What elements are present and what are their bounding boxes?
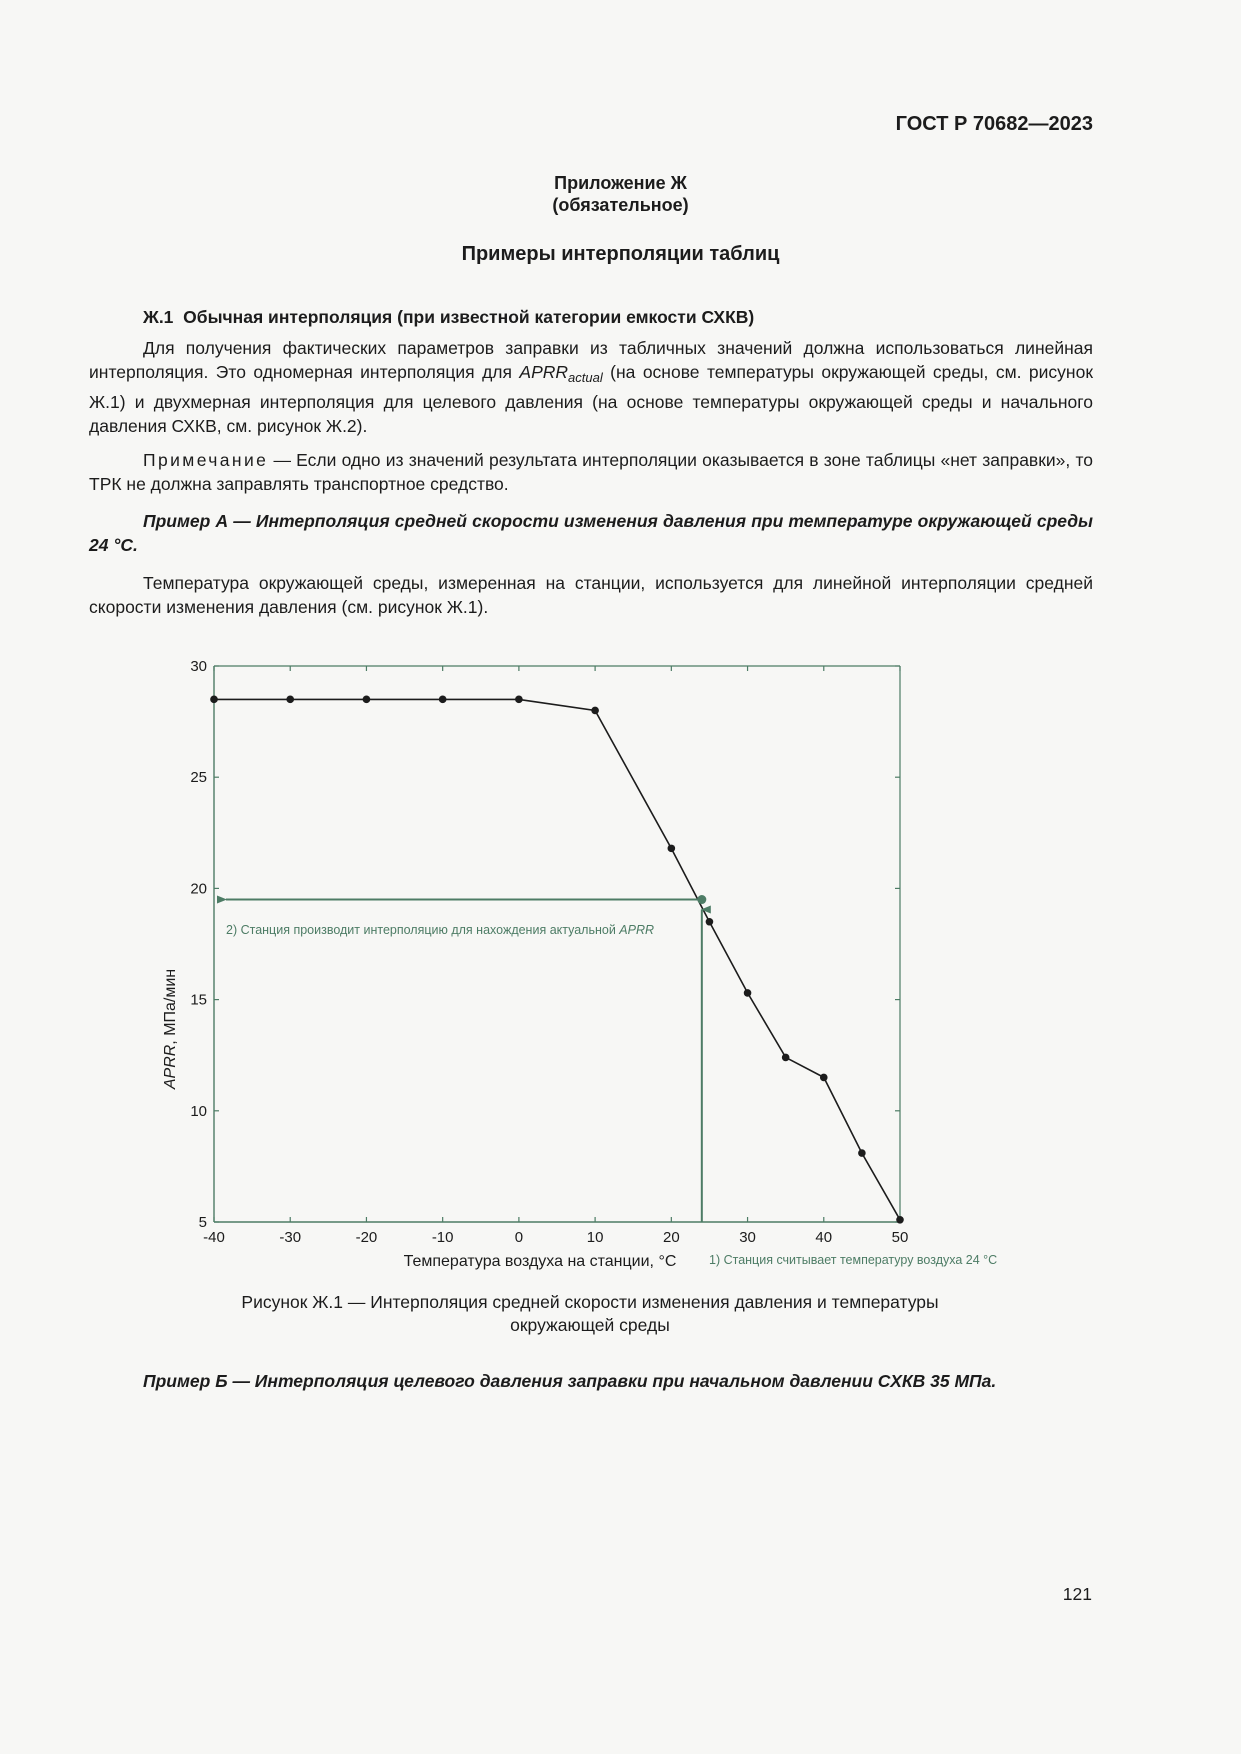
x-tick-label: -40 — [203, 1229, 225, 1246]
y-axis-label-unit: , МПа/мин — [162, 968, 179, 1045]
y-axis-label-term: APRR — [162, 1044, 179, 1090]
data-point — [439, 696, 447, 704]
paragraph-text-1: Для получения фактических параметров заправки из табличных значений должна использоваться линейная интерполяция. Это одномерная интерполяция для — [89, 338, 1093, 382]
data-point — [591, 707, 599, 715]
note-label: Примечание — [143, 450, 269, 470]
annotation-x: 1) Станция считывает температуру воздуха 24 °C — [709, 1253, 998, 1267]
y-tick-label: 5 — [198, 1214, 207, 1231]
data-point — [515, 696, 523, 704]
interpolation-point — [697, 895, 706, 904]
annotation-y — [226, 923, 654, 937]
note-text: — Если одно из значений результата интерполяции оказывается в зоне таблицы «нет заправки», то ТРК не должна заправлять транспортное средство. — [89, 450, 1093, 494]
y-tick-label: 30 — [190, 658, 207, 675]
paragraph-text-2: (на основе температуры окружающей среды, см. рисунок Ж.1) и двухмерная интерполяция для целевого давления (на основе температуры окружающей среды и начального давления СХКВ, см. рисунок Ж.2). — [89, 362, 1093, 436]
y-tick-label: 10 — [190, 1102, 207, 1120]
data-point — [896, 1216, 904, 1224]
y-tick-label: 15 — [190, 991, 207, 1009]
data-point — [744, 989, 752, 997]
data-point — [820, 1074, 828, 1082]
y-tick-label: 25 — [190, 769, 207, 787]
y-axis-label — [162, 969, 179, 1090]
x-tick-label: 20 — [662, 1229, 680, 1246]
data-point — [858, 1149, 866, 1157]
annex-title: Примеры интерполяции таблиц — [461, 243, 780, 265]
section-number: Ж.1 — [143, 307, 174, 327]
x-tick-label: 40 — [815, 1229, 833, 1246]
figure-caption-line2: окружающей среды — [510, 1315, 670, 1335]
data-point — [668, 845, 676, 853]
x-tick-label: 50 — [891, 1229, 909, 1246]
data-point — [706, 918, 714, 926]
aprr-subscript: actual — [568, 370, 603, 385]
aprr-series-line — [214, 699, 900, 1219]
example-a-text: Температура окружающей среды, измеренная на станции, используется для линейной интерполяции средней скорости изменения давления (см. рисунок Ж.1). — [89, 573, 1093, 617]
page-number: 121 — [1062, 1584, 1092, 1604]
annotation-y-text: 2) Станция производит интерполяцию для нахождения актуальной — [226, 923, 620, 937]
figure-caption — [0, 1291, 1180, 1337]
data-point — [286, 696, 294, 704]
standard-number: ГОСТ Р 70682—2023 — [895, 113, 1093, 135]
x-tick-label: 30 — [739, 1229, 756, 1246]
annotation-y-term: APRR — [619, 923, 655, 937]
data-point — [782, 1054, 790, 1062]
figure-caption-line1: Рисунок Ж.1 — Интерполяция средней скорости изменения давления и температуры — [241, 1292, 939, 1312]
data-point — [363, 696, 371, 704]
x-tick-label: 0 — [514, 1229, 524, 1246]
example-b-heading: Пример Б — Интерполяция целевого давления заправки при начальном давлении СХКВ 35 МПа. — [143, 1371, 997, 1391]
annex-status: (обязательное) — [552, 195, 689, 215]
x-tick-label: -30 — [279, 1229, 302, 1246]
example-a-heading: Пример А — Интерполяция средней скорости изменения давления при температуре окружающей среды 24 °C. — [89, 511, 1093, 555]
annex-label: Приложение Ж — [554, 173, 687, 193]
aprr-term: APRR — [519, 362, 569, 382]
x-axis-label: Температура воздуха на станции, °C — [403, 1253, 677, 1270]
x-tick-label: -20 — [355, 1229, 378, 1246]
section-title: Обычная интерполяция (при известной категории емкости СХКВ) — [183, 307, 755, 327]
x-tick-label: 10 — [586, 1229, 604, 1246]
data-point — [210, 696, 218, 704]
x-tick-label: -10 — [431, 1229, 454, 1246]
y-tick-label: 20 — [190, 880, 207, 898]
